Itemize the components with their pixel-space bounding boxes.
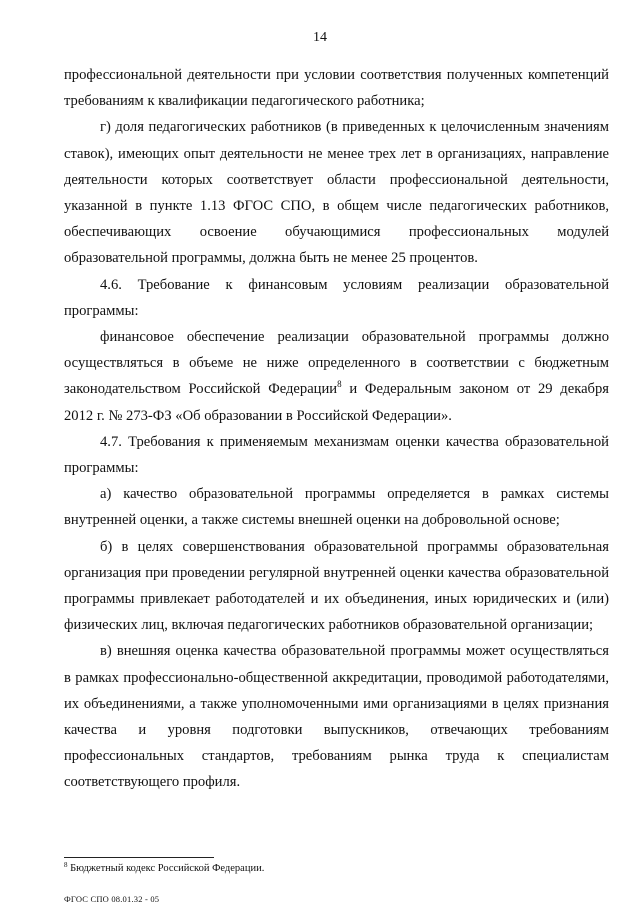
paragraph-financing bbox=[64, 324, 609, 429]
page-number: 14 bbox=[313, 30, 327, 45]
footnote-number: 8 bbox=[64, 861, 68, 869]
section-heading-4-6: 4.6. Требование к финансовым условиям реализации образовательной программы: bbox=[64, 276, 609, 319]
footer-code: ФГОС СПО 08.01.32 - 05 bbox=[64, 894, 160, 904]
footnote-reference: 8 bbox=[337, 379, 342, 390]
paragraph-financing-text-end: и Федеральным законом от 29 декабря 2012 г. № 273-ФЗ «Об образовании в Российской Федерации». bbox=[64, 381, 609, 424]
footnote-divider bbox=[64, 857, 214, 858]
footnote-text: Бюджетный кодекс Российской Федерации. bbox=[67, 863, 265, 874]
document-body bbox=[64, 62, 609, 796]
paragraph-item-v: в) внешняя оценка качества образовательной программы может осуществляться в рамках профессионально-общественной аккредитации, проводимой работодателями, их объединениями, а также уполномоченными ими организациями в целях признания качества и уровня подготовки выпускников, отвечающих требованиям профессиональных стандартов, требованиям рынка труда к специалистам соответствующего профиля. bbox=[64, 643, 609, 791]
footnote bbox=[64, 862, 609, 876]
paragraph-item-b: б) в целях совершенствования образовательной программы образовательная организация при проведении регулярной внутренней оценки качества образовательной программы привлекает работодателей и их объединения, иных юридических и (или) физических лиц, включая педагогических работников образовательной организации; bbox=[64, 538, 609, 634]
paragraph-item-g: г) доля педагогических работников (в приведенных к целочисленным значениям ставок), имеющих опыт деятельности не менее трех лет в организациях, направление деятельности которых соответствует области профессиональной деятельности, указанной в пункте 1.13 ФГОС СПО, в общем числе педагогических работников, обеспечивающих освоение обучающимися профессиональных модулей образовательной программы, должна быть не менее 25 процентов. bbox=[64, 119, 609, 267]
paragraph-continuation: профессиональной деятельности при условии соответствия полученных компетенций требованиям к квалификации педагогического работника; bbox=[64, 67, 609, 110]
section-heading-4-7: 4.7. Требования к применяемым механизмам оценки качества образовательной программы: bbox=[64, 433, 609, 477]
paragraph-financing-text-start: финансовое обеспечение реализации образовательной программы должно осуществляться в объеме не ниже определенного в соответствии с бюджетным законодательством Российской Федерации bbox=[64, 329, 609, 398]
paragraph-item-a: а) качество образовательной программы определяется в рамках системы внутренней оценки, а также системы внешней оценки на добровольной основе; bbox=[64, 486, 609, 529]
